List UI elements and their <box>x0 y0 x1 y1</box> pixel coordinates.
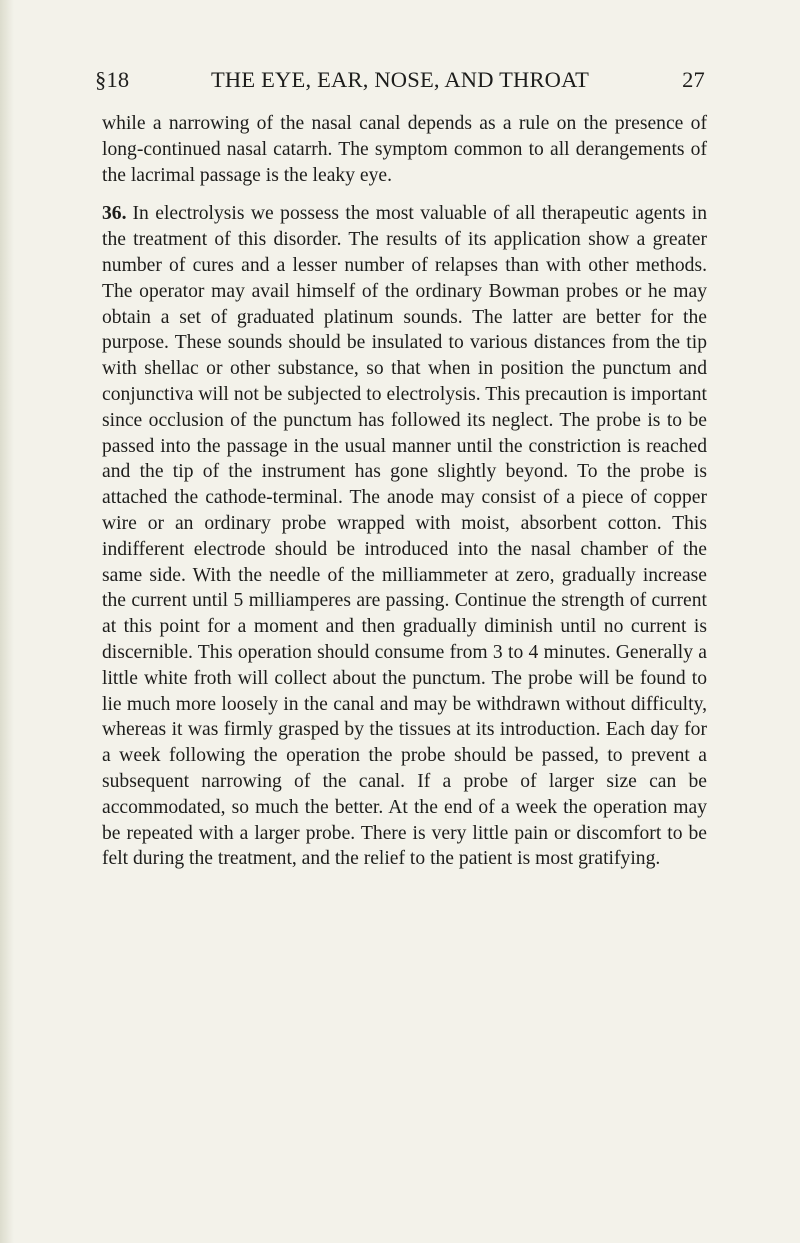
section-number: §18 <box>95 67 130 92</box>
paragraph-text: In electrolysis we possess the most valuable of all therapeutic agents in the treatment of this disorder. The results of its application show a greater number of cures and a lesser number of relapses than with other methods. The operator may avail himself of the ordinary Bowman probes or he may obtain a set of graduated platinum sounds. The latter are better for the purpose. These sounds should be insulated to various distances from the tip with shellac or other substance, so that when in position the punctum and conjunctiva will not be subjected to electrolysis. This precaution is important since occlusion of the punctum has followed its neglect. The probe is to be passed into the passage in the usual manner until the constriction is reached and the tip of the instrument has gone slightly beyond. To the probe is attached the cathode-terminal. The anode may consist of a piece of copper wire or an ordinary probe wrapped with moist, absorbent cotton. This indifferent electrode should be introduced into the nasal chamber of the same side. With the needle of the milliammeter at zero, gradually increase the current until 5 milliamperes are passing. Continue the strength of current at this point for a moment and then gradually diminish until no current is discernible. This operation should consume from 3 to 4 minutes. Generally a little white froth will collect about the punctum. The probe will be found to lie much more loosely in the canal and may be withdrawn without difficulty, whereas it was firmly grasped by the tissues at its introduction. Each day for a week following the operation the probe should be passed, to prevent a subsequent narrowing of the canal. If a probe of larger size can be accommodated, so much the better. At the end of a week the operation may be repeated with a larger probe. There is very little pain or discomfort to be felt during the treatment, and the relief to the patient is most gratifying. <box>102 203 707 870</box>
running-title: THE EYE, EAR, NOSE, AND THROAT <box>210 67 590 92</box>
page-gutter-shadow <box>0 0 14 1243</box>
page-number: 27 <box>682 67 705 92</box>
body-text <box>102 111 707 872</box>
paragraph-36 <box>102 201 707 872</box>
paragraph-number: 36. <box>102 203 127 225</box>
running-header <box>95 63 705 97</box>
paragraph-text: while a narrowing of the nasal canal depends as a rule on the presence of long-continued nasal catarrh. The symptom common to all derangements of the lacrimal passage is the leaky eye. <box>102 113 707 186</box>
paragraph-continuation <box>102 111 707 188</box>
